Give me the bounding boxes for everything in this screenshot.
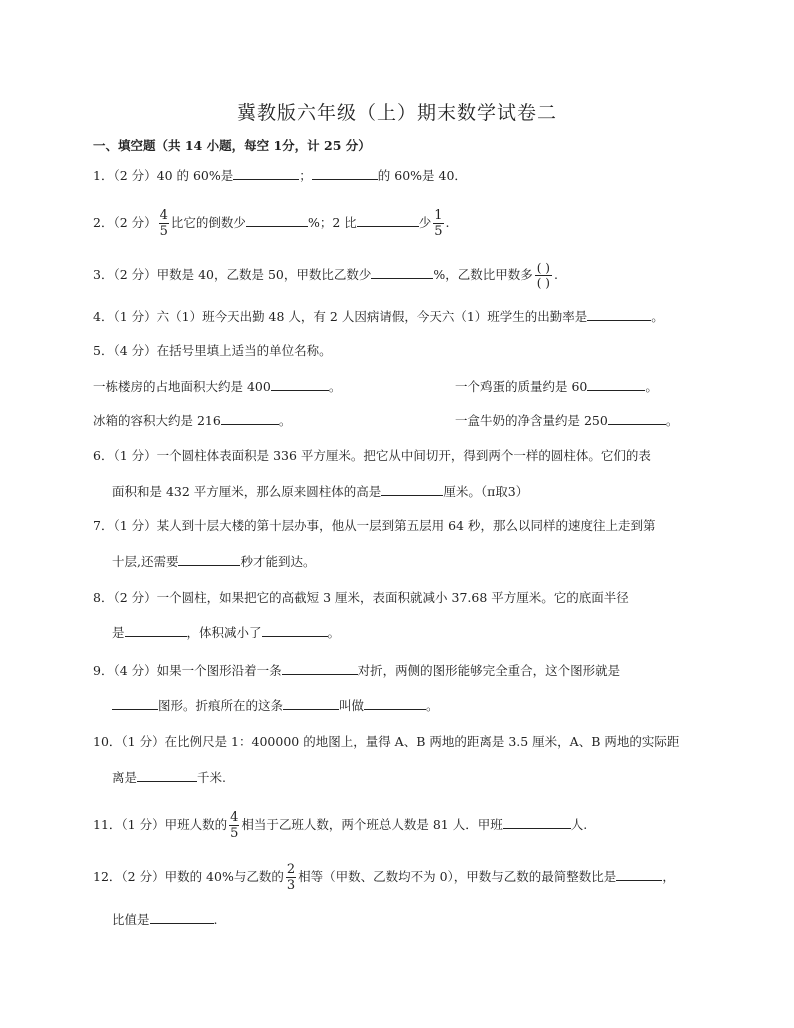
q5-item-3: 冰箱的容积大约是 216 。	[93, 413, 292, 428]
answer-blank[interactable]	[371, 266, 433, 279]
section-heading: 一、填空题（共 14 小题，每空 1分，计 25 分）	[93, 138, 371, 153]
answer-blank[interactable]	[357, 214, 419, 227]
question-12: 12．（2 分）甲数的 40%与乙数的 $\frac{2}{3}$ 相等（甲数、乙数均不为 0），甲数与乙数的最简整数比是 ，	[93, 862, 675, 893]
answer-blank[interactable]	[608, 412, 666, 425]
question-8: 8．（2 分）一个圆柱，如果把它的高截短 3 厘米，表面积就减小 37.68 平方厘米。它的底面半径	[93, 590, 629, 605]
answer-blank[interactable]	[178, 553, 240, 566]
answer-blank[interactable]	[283, 697, 339, 710]
answer-blank[interactable]	[587, 308, 651, 321]
question-7: 7．（1 分）某人到十层大楼的第十层办事，他从一层到第五层用 64 秒，那么以同样的速度往上走到第	[93, 518, 656, 533]
answer-blank[interactable]	[282, 662, 358, 675]
question-11: 11．（1 分）甲班人数的 $\frac{4}{5}$ 相当于乙班人数，两个班总人数是 81 人．甲班 人.	[93, 810, 588, 841]
question-3: 3．（2 分）甲数是 40，乙数是 50，甲数比乙数少 %，乙数比甲数多 $\frac{( )}{( )}$ .	[93, 261, 558, 290]
question-7-cont: 十层,还需要 秒才能到达。	[112, 554, 316, 569]
answer-blank[interactable]	[137, 769, 197, 782]
q5-item-2: 一个鸡蛋的质量约是 60 。	[455, 379, 658, 394]
q5-item-4: 一盒牛奶的净含量约是 250 。	[455, 413, 679, 428]
question-2: 2．（2 分） $\frac{4}{5}$ 比它的倒数少 %；2 比 少 $\frac{1}{5}$ .	[93, 208, 450, 239]
q5-item-1: 一栋楼房的占地面积大约是 400 。	[93, 379, 342, 394]
answer-blank[interactable]	[503, 816, 571, 829]
answer-blank[interactable]	[616, 868, 662, 881]
exam-title: 冀教版六年级（上）期末数学试卷二	[236, 102, 557, 124]
question-8-cont: 是 ，体积减小了 。	[112, 625, 341, 640]
answer-blank[interactable]	[381, 483, 443, 496]
answer-blank[interactable]	[587, 378, 645, 391]
question-9: 9．（4 分）如果一个图形沿着一条 对折，两侧的图形能够完全重合，这个图形就是	[93, 663, 621, 678]
question-5: 5．（4 分）在括号里填上适当的单位名称。	[93, 343, 332, 358]
fraction: $\frac{4}{5}$	[159, 208, 168, 239]
question-12-cont: 比值是 .	[112, 912, 218, 927]
answer-blank[interactable]	[112, 697, 158, 710]
answer-blank[interactable]	[262, 624, 328, 637]
fraction: $\frac{2}{3}$	[286, 862, 296, 893]
question-6: 6．（1 分）一个圆柱体表面积是 336 平方厘米。把它从中间切开，得到两个一样的圆柱体。它们的表	[93, 448, 651, 463]
question-6-cont: 面积和是 432 平方厘米，那么原来圆柱体的高是 厘米。（π取3）	[112, 484, 529, 499]
answer-blank[interactable]	[221, 412, 279, 425]
question-10: 10．（1 分）在比例尺是 1：400000 的地图上，量得 A、B 两地的距离是 3.5 厘米，A、B 两地的实际距	[93, 734, 680, 749]
question-10-cont: 离是 千米.	[112, 770, 226, 785]
answer-blank[interactable]	[233, 167, 299, 180]
fraction: $\frac{4}{5}$	[230, 810, 239, 841]
answer-blank[interactable]	[150, 911, 214, 924]
question-9-cont: 图形。折痕所在的这条 叫做 。	[112, 697, 439, 714]
answer-blank[interactable]	[246, 214, 308, 227]
answer-blank[interactable]	[312, 167, 378, 180]
question-4: 4．（1 分）六（1）班今天出勤 48 人，有 2 人因病请假，今天六（1）班学生的出勤率是 。	[93, 309, 664, 324]
answer-blank[interactable]	[125, 624, 187, 637]
answer-blank[interactable]	[271, 378, 329, 391]
paren-fraction[interactable]: $\frac{( )}{( )}$	[536, 261, 550, 290]
answer-blank[interactable]	[364, 697, 426, 710]
question-1: 1．（2 分）40 的 60%是 ； 的 60%是 40．	[93, 168, 467, 183]
fraction: $\frac{1}{5}$	[434, 208, 443, 239]
